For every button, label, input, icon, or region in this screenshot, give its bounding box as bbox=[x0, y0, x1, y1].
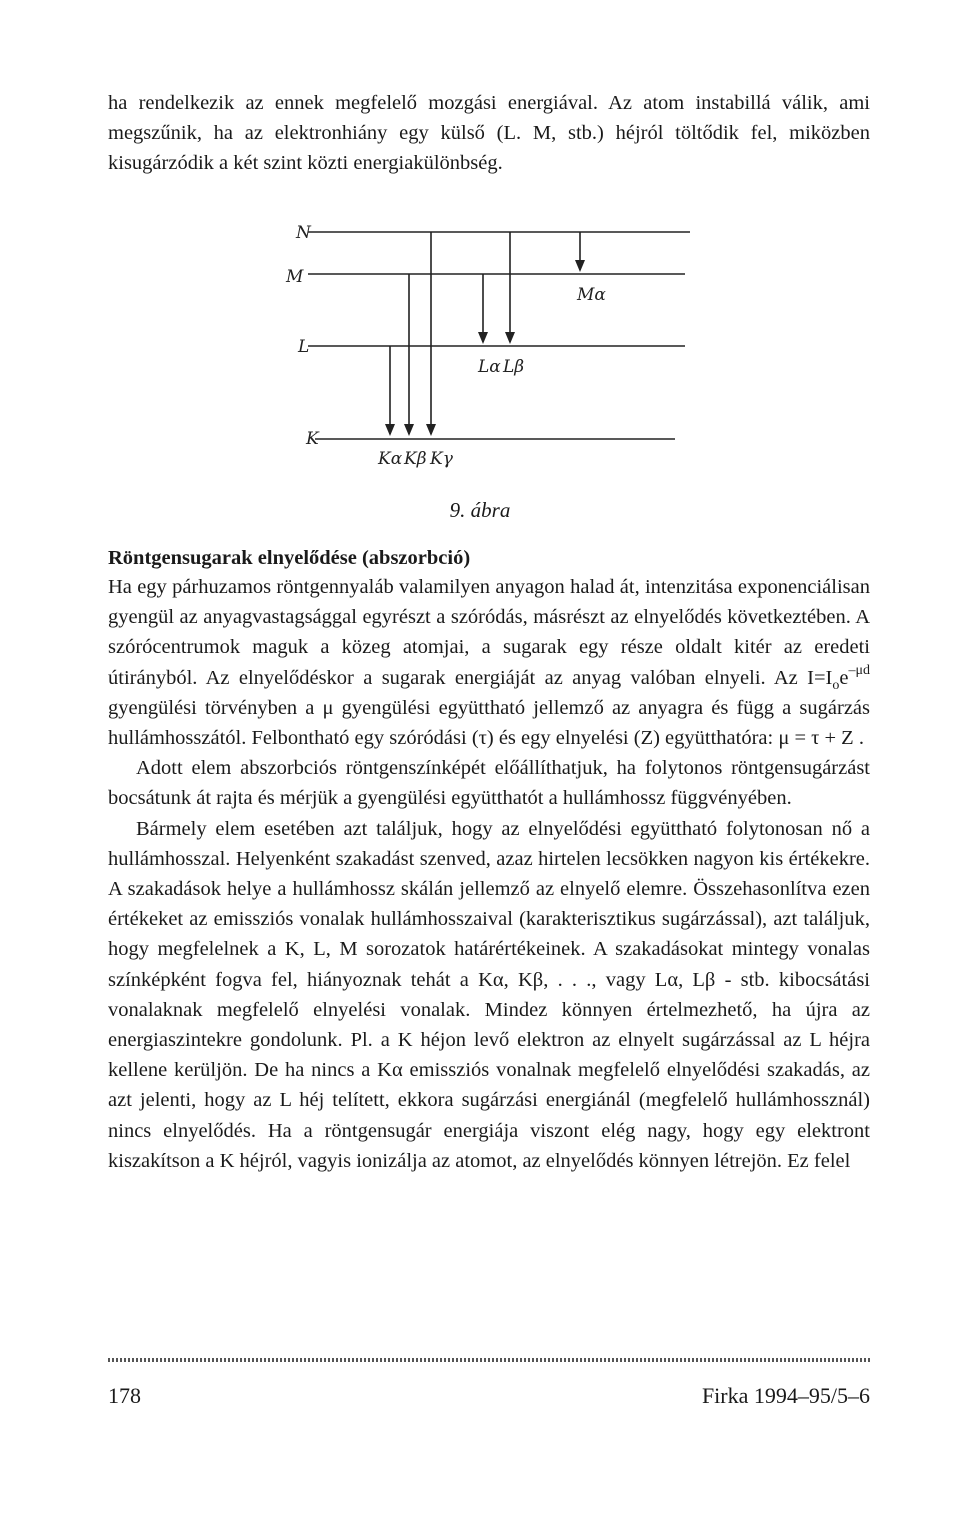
equation-subscript: o bbox=[832, 677, 840, 693]
l-alpha-label: Lα bbox=[478, 357, 501, 377]
intro-paragraph bbox=[108, 88, 870, 179]
l-beta-arrowhead bbox=[505, 332, 515, 344]
l-alpha-arrowhead bbox=[478, 332, 488, 344]
k-series-arrows bbox=[385, 232, 436, 436]
energy-level-diagram bbox=[270, 212, 700, 484]
body-text bbox=[108, 572, 870, 1176]
k-beta-arrowhead bbox=[404, 424, 414, 436]
equation-base: I=I bbox=[807, 666, 833, 689]
footer-divider bbox=[108, 1358, 870, 1362]
equation-e: e bbox=[839, 666, 849, 689]
k-gamma-label: Kγ bbox=[430, 449, 453, 469]
paragraph-1 bbox=[108, 572, 870, 753]
figure-caption: 9. ábra bbox=[449, 498, 511, 522]
k-alpha-label: Kα bbox=[378, 449, 403, 469]
l-series-arrows bbox=[478, 232, 515, 344]
page-number: 178 bbox=[108, 1383, 141, 1408]
level-label-l: L bbox=[298, 337, 310, 357]
paragraph-2: Adott elem abszorbciós röntgenszínképét előállíthatjuk, ha folytonos röntgensugárzást bocsátunk át rajta és mérjük a gyengülési együtthatót a hullámhossz függvényében. bbox=[108, 757, 870, 810]
section-heading: Röntgensugarak elnyelődése (abszorbció) bbox=[108, 547, 471, 569]
k-gamma-arrowhead bbox=[426, 424, 436, 436]
m-alpha-label: Mα bbox=[577, 285, 606, 305]
intro-paragraph-text: ha rendelkezik az ennek megfelelő mozgási energiával. Az atom instabillá válik, ami megszűnik, ha az elektronhiány egy külső (L. M, stb.) héjról töltődik fel, miközben kisugárzódik a két szint közti energiakülönbség. bbox=[108, 92, 870, 175]
m-alpha-arrowhead bbox=[575, 260, 585, 272]
level-label-k: K bbox=[306, 429, 319, 449]
paragraph-1-part2: gyengülési törvényben a μ gyengülési együttható jellemző az anyagra és függ a sugárzás hullámhosszától. Felbontható egy szóródási (τ) és egy elnyelési (Z) együtthatóra: μ = τ + Z . bbox=[108, 696, 870, 750]
equation-exponent: –μd bbox=[848, 662, 870, 678]
k-alpha-arrowhead bbox=[385, 424, 395, 436]
paragraph-3: Bármely elem esetében azt találjuk, hogy az elnyelődési együttható folytonosan nő a hullámhosszal. Helyenként szakadást szenved, azaz hirtelen lecsökken nagyon kis értékekre. A szakadások helye a hullámhossz skálán jellemző az elnyelő elemre. Összehasonlítva ezen értékeket az emissziós vonalak hullámhosszaival (karakterisztikus sugárzással), azt találjuk, hogy megfelelnek a K, L, M sorozatok határértékeinek. A szakadásokat mintegy vonalas színképként fogva fel, hiányoznak tehát a Kα, Kβ, . . ., vagy Lα, Lβ - stb. kibocsátási vonalaknak megfelelő elnyelési vonalak. Mindez könnyen értelmezhető, ha újra az energiaszintekre gondolunk. Pl. a K héjon levő elektron az elnyelt sugárzással az L héjra kellene kerüljön. De ha nincs a Kα emissziós vonalnak megfelelő elnyelődési szakadás, az azt jelenti, hogy az L héj telített, ekkora sugárzási energiánál (megfelelő hullámhossznál) nincs elnyelődés. Ha a röntgensugár energiája viszont elég nagy, hogy egy elektront kiszakítson a K héjról, vagyis ionizálja az atomot, az elnyelődés könnyen létrejön. Ez felel bbox=[108, 817, 870, 1172]
level-label-m: M bbox=[286, 267, 304, 287]
attenuation-equation bbox=[807, 662, 870, 693]
paragraph-1-part1: Ha egy párhuzamos röntgennyaláb valamilyen anyagon halad át, intenzitása exponenciálisan gyengül az anyagvastagsággal egyrészt a szóródás, másrészt az elnyelődés következtében. A szórócentrumok maguk a közeg atomjai, a sugarak egy része oldalt kitér az eredeti útirányból. Az elnyelődéskor a sugarak energiáját az anyag valóban elnyeli. Az bbox=[108, 576, 870, 689]
l-beta-label: Lβ bbox=[503, 357, 525, 377]
level-label-n: N bbox=[296, 223, 311, 243]
k-beta-label: Kβ bbox=[404, 449, 427, 469]
journal-reference: Firka 1994–95/5–6 bbox=[701, 1383, 870, 1408]
